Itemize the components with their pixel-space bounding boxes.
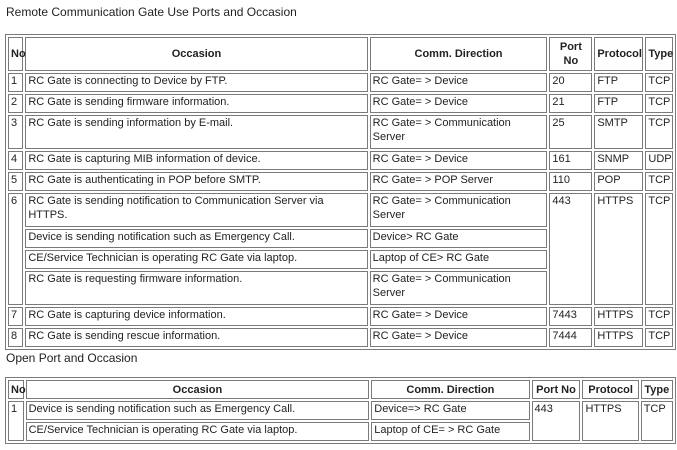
- cell-direction: Laptop of CE= > RC Gate: [371, 422, 529, 441]
- header-protocol: Protocol: [594, 37, 643, 71]
- cell-protocol: HTTPS: [594, 193, 643, 305]
- table-row: [8, 151, 673, 170]
- cell-protocol: FTP: [594, 73, 643, 92]
- cell-no: 2: [8, 94, 23, 113]
- cell-direction: RC Gate= > Device: [370, 328, 548, 347]
- cell-direction: RC Gate= > Communication Server: [370, 193, 548, 227]
- cell-direction: RC Gate= > POP Server: [370, 172, 548, 191]
- cell-protocol: SMTP: [594, 115, 643, 149]
- cell-direction: Device=> RC Gate: [371, 401, 529, 420]
- table-row: [8, 307, 673, 326]
- header-type: Type: [641, 380, 673, 399]
- cell-port: 21: [549, 94, 592, 113]
- table-row: [8, 73, 673, 92]
- cell-occasion: RC Gate is sending firmware information.: [25, 94, 367, 113]
- header-occasion: Occasion: [25, 37, 367, 71]
- cell-protocol: HTTPS: [594, 328, 643, 347]
- table1-caption: Remote Communication Gate Use Ports and Occasion: [6, 5, 297, 19]
- cell-no: 6: [8, 193, 23, 305]
- cell-type: TCP: [641, 401, 673, 441]
- cell-type: TCP: [645, 73, 673, 92]
- header-protocol: Protocol: [582, 380, 638, 399]
- cell-occasion: Device is sending notification such as Emergency Call.: [25, 229, 367, 248]
- cell-port: 443: [532, 401, 581, 441]
- cell-protocol: SNMP: [594, 151, 643, 170]
- cell-occasion: CE/Service Technician is operating RC Gate via laptop.: [26, 422, 370, 441]
- cell-type: TCP: [645, 307, 673, 326]
- cell-occasion: Device is sending notification such as Emergency Call.: [26, 401, 370, 420]
- header-port: Port No: [532, 380, 581, 399]
- cell-type: TCP: [645, 172, 673, 191]
- cell-occasion: RC Gate is connecting to Device by FTP.: [25, 73, 367, 92]
- cell-type: TCP: [645, 94, 673, 113]
- table-header-row: [8, 380, 673, 399]
- cell-no: 5: [8, 172, 23, 191]
- cell-direction: RC Gate= > Communication Server: [370, 271, 548, 305]
- header-direction: Comm. Direction: [371, 380, 529, 399]
- cell-type: TCP: [645, 328, 673, 347]
- cell-port: 161: [549, 151, 592, 170]
- cell-no: 7: [8, 307, 23, 326]
- table-header-row: [8, 37, 673, 71]
- cell-occasion: RC Gate is capturing device information.: [25, 307, 367, 326]
- cell-occasion: RC Gate is requesting firmware information.: [25, 271, 367, 305]
- cell-occasion: RC Gate is capturing MIB information of device.: [25, 151, 367, 170]
- cell-type: TCP: [645, 115, 673, 149]
- cell-direction: RC Gate= > Communication Server: [370, 115, 548, 149]
- cell-no: 1: [8, 73, 23, 92]
- cell-port: 443: [549, 193, 592, 305]
- cell-occasion: RC Gate is sending rescue information.: [25, 328, 367, 347]
- open-ports-table: [5, 377, 676, 444]
- cell-occasion: CE/Service Technician is operating RC Gate via laptop.: [25, 250, 367, 269]
- header-occasion: Occasion: [26, 380, 370, 399]
- header-type: Type: [645, 37, 673, 71]
- table-row: [8, 172, 673, 191]
- cell-protocol: HTTPS: [594, 307, 643, 326]
- cell-occasion: RC Gate is sending notification to Communication Server via HTTPS.: [25, 193, 367, 227]
- cell-direction: RC Gate= > Device: [370, 73, 548, 92]
- cell-protocol: FTP: [594, 94, 643, 113]
- ports-table: [5, 34, 676, 350]
- cell-no: 4: [8, 151, 23, 170]
- header-no: No: [8, 37, 23, 71]
- cell-type: UDP: [645, 151, 673, 170]
- cell-port: 7443: [549, 307, 592, 326]
- table2-caption: Open Port and Occasion: [6, 351, 138, 365]
- cell-direction: RC Gate= > Device: [370, 94, 548, 113]
- cell-port: 7444: [549, 328, 592, 347]
- header-direction: Comm. Direction: [370, 37, 548, 71]
- cell-protocol: POP: [594, 172, 643, 191]
- header-no: No: [8, 380, 24, 399]
- table-row: [8, 115, 673, 149]
- cell-no: 8: [8, 328, 23, 347]
- cell-occasion: RC Gate is sending information by E-mail.: [25, 115, 367, 149]
- cell-protocol: HTTPS: [582, 401, 638, 441]
- cell-direction: RC Gate= > Device: [370, 151, 548, 170]
- table-row: [8, 193, 673, 227]
- table-row: [8, 328, 673, 347]
- table-row: [8, 401, 673, 420]
- cell-port: 110: [549, 172, 592, 191]
- header-port: Port No: [549, 37, 592, 71]
- cell-no: 1: [8, 401, 24, 441]
- table-row: [8, 94, 673, 113]
- cell-occasion: RC Gate is authenticating in POP before SMTP.: [25, 172, 367, 191]
- cell-type: TCP: [645, 193, 673, 305]
- cell-direction: Device> RC Gate: [370, 229, 548, 248]
- cell-port: 20: [549, 73, 592, 92]
- cell-no: 3: [8, 115, 23, 149]
- cell-direction: RC Gate= > Device: [370, 307, 548, 326]
- cell-direction: Laptop of CE> RC Gate: [370, 250, 548, 269]
- cell-port: 25: [549, 115, 592, 149]
